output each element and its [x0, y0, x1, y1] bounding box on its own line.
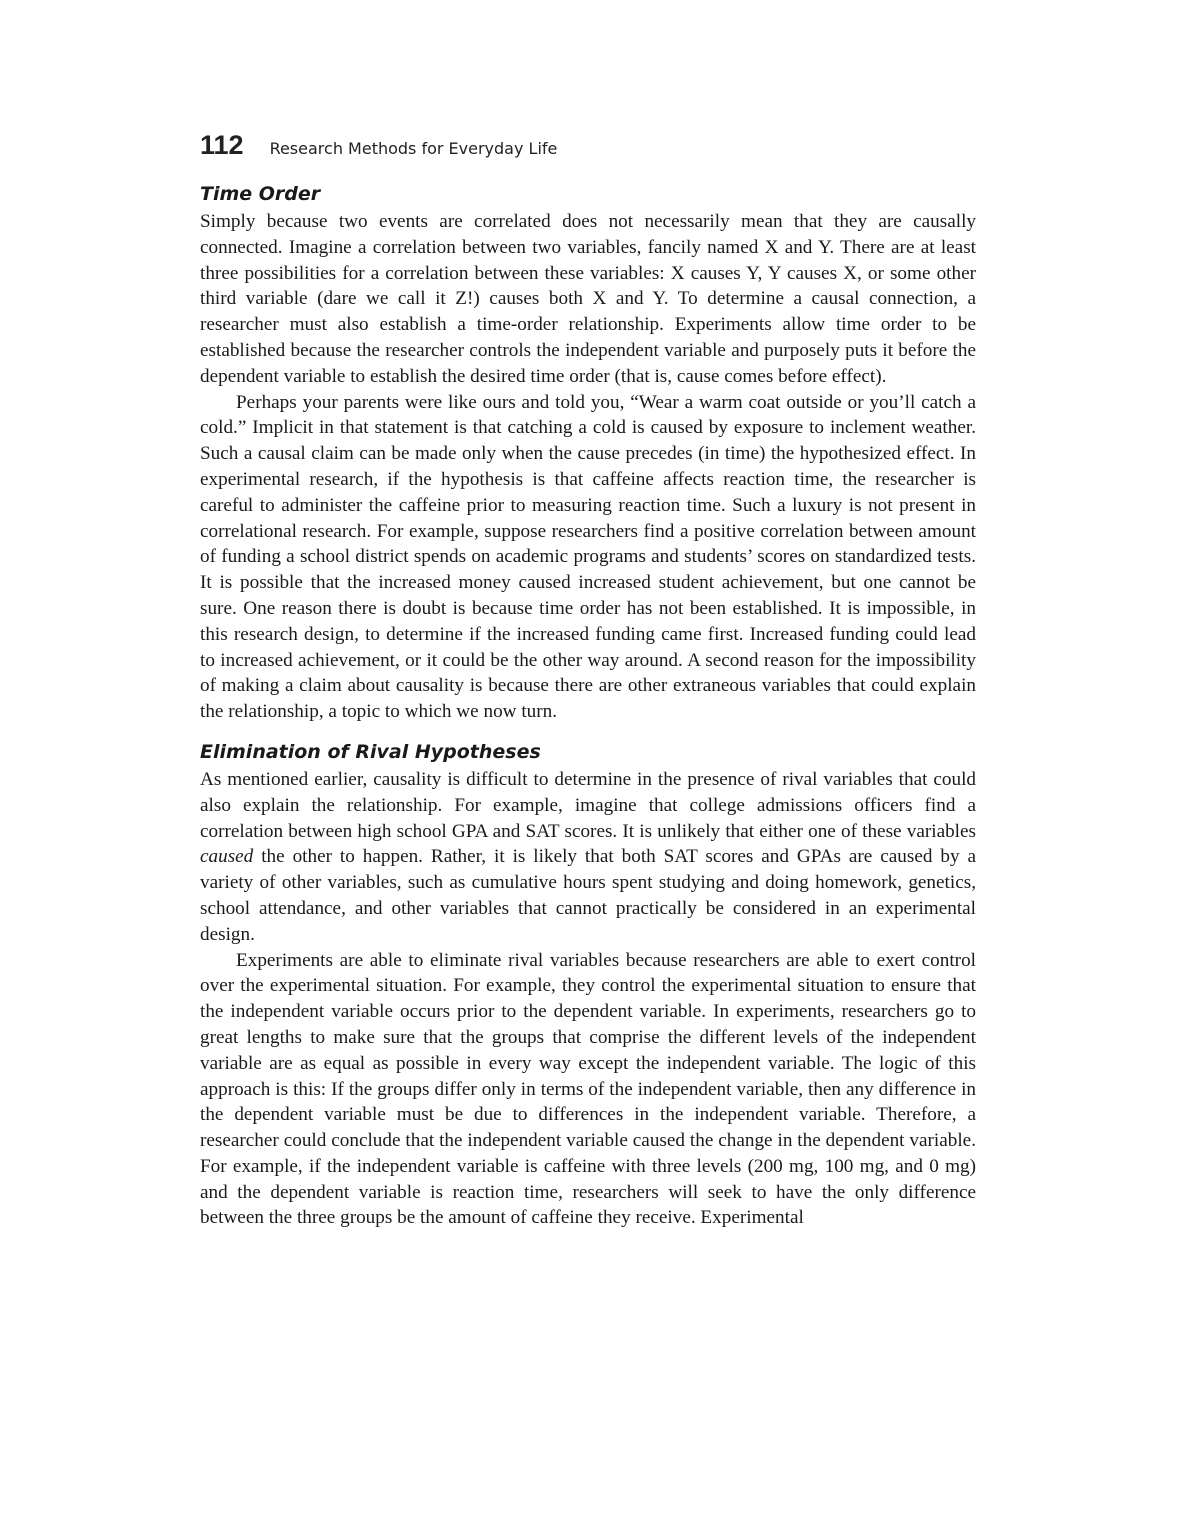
paragraph	[200, 767, 976, 948]
book-page	[200, 130, 976, 1231]
paragraph-text: the other to happen. Rather, it is likely that both SAT scores and GPAs are caused by a variety of other variables, such as cumulative hours spent studying and doing homework, genetics, school attendance, and other variables that cannot practically be considered in an experimental design.	[200, 846, 976, 945]
book-title: Research Methods for Everyday Life	[269, 139, 558, 158]
section-heading-time-order: Time Order	[200, 183, 321, 205]
running-head	[200, 130, 976, 161]
page-number: 112	[200, 130, 244, 160]
section-time-order	[200, 183, 976, 725]
section-heading-elimination: Elimination of Rival Hypotheses	[200, 740, 541, 763]
paragraph: Experiments are able to eliminate rival variables because researchers are able to exert control over the experimental situation. For example, they control the experimental situation to ensure that the independent variable occurs prior to the dependent variable. In experiments, researchers go to great lengths to make sure that the groups that comprise the different levels of the independent variable are as equal as possible in every way except the independent variable. The logic of this approach is this: If the groups differ only in terms of the independent variable, then any difference in the dependent variable must be due to differences in the independent variable. Therefore, a researcher could conclude that the independent variable caused the change in the dependent variable. For example, if the independent variable is caffeine with three levels (200 mg, 100 mg, and 0 mg) and the dependent variable is reaction time, researchers will seek to have the only difference between the three groups be the amount of caffeine they receive. Experimental	[200, 949, 976, 1229]
paragraph-text: As mentioned earlier, causality is difficult to determine in the presence of rival variables that could also explain the relationship. For example, imagine that college admissions officers find a correlation between high school GPA and SAT scores. It is unlikely that either one of these variables	[200, 768, 976, 842]
paragraph: Perhaps your parents were like ours and told you, “Wear a warm coat outside or you’ll catch a cold.” Implicit in that statement is that catching a cold is caused by exposure to inclement weather. Such a causal claim can be made only when the cause precedes (in time) the hypothesized effect. In experimental research, if the hypothesis is that caffeine affects reaction time, the researcher is careful to administer the caffeine prior to measuring reaction time. Such a luxury is not present in correlational research. For example, suppose researchers find a positive correlation between amount of funding a school district spends on academic programs and students’ scores on standardized tests. It is possible that the increased money caused increased student achievement, but one cannot be sure. One reason there is doubt is because time order has not been established. It is impossible, in this research design, to determine if the increased funding came first. Increased funding could lead to increased achievement, or it could be the other way around. A second reason for the impossibility of making a claim about causality is because there are other extraneous variables that could explain the relationship, a topic to which we now turn.	[200, 391, 976, 723]
section-elimination-of-rival-hypotheses	[200, 741, 976, 1231]
paragraph: Simply because two events are correlated does not necessarily mean that they are causally connected. Imagine a correlation between two variables, fancily named X and Y. There are at least three possibilities for a correlation between these variables: X causes Y, Y causes X, or some other third variable (dare we call it Z!) causes both X and Y. To determine a causal connection, a researcher must also establish a time-order relationship. Experiments allow time order to be established because the researcher controls the independent variable and purposely puts it before the dependent variable to establish the desired time order (that is, cause comes before effect).	[200, 211, 976, 387]
emphasized-word: caused	[200, 846, 254, 868]
